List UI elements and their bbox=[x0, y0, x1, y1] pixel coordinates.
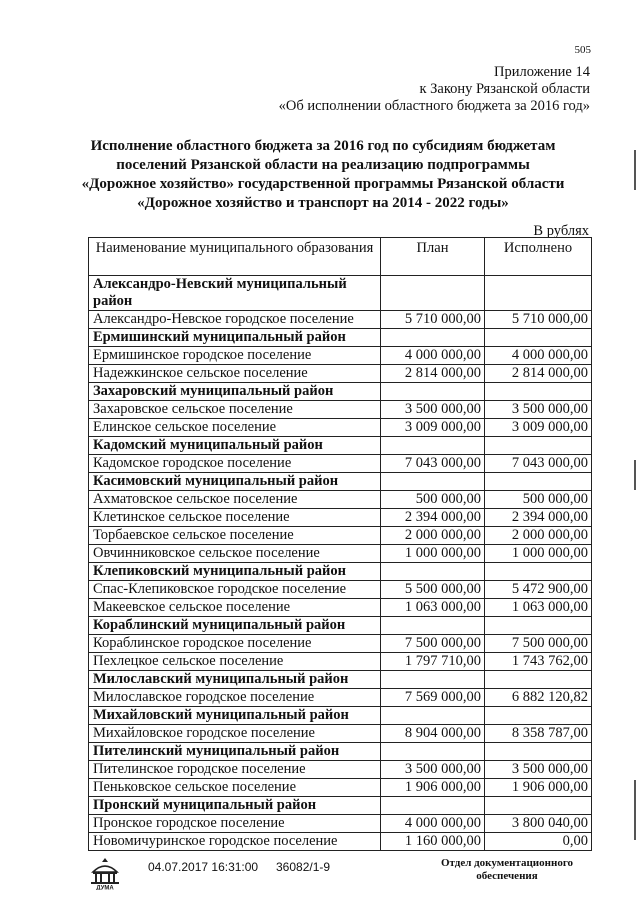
row-done-cell: 8 358 787,00 bbox=[485, 725, 592, 743]
row-name-cell: Макеевское сельское поселение bbox=[89, 599, 381, 617]
row-plan-cell: 2 000 000,00 bbox=[381, 527, 485, 545]
row-done-cell: 3 009 000,00 bbox=[485, 419, 592, 437]
table-row bbox=[89, 599, 592, 617]
row-name-cell: Захаровский муниципальный район bbox=[89, 383, 381, 401]
row-done-cell: 4 000 000,00 bbox=[485, 347, 592, 365]
row-done-cell bbox=[485, 707, 592, 725]
row-name-cell: Пронское городское поселение bbox=[89, 815, 381, 833]
row-plan-cell: 4 000 000,00 bbox=[381, 347, 485, 365]
appendix-line-3: «Об исполнении областного бюджета за 2016 год» bbox=[278, 98, 590, 114]
row-plan-cell bbox=[381, 671, 485, 689]
table-row bbox=[89, 401, 592, 419]
budget-table bbox=[88, 237, 592, 851]
row-plan-cell bbox=[381, 563, 485, 581]
row-name-cell: Пронский муниципальный район bbox=[89, 797, 381, 815]
district-row bbox=[89, 437, 592, 455]
row-name-cell: Милославское городское поселение bbox=[89, 689, 381, 707]
table-row bbox=[89, 365, 592, 383]
row-name-cell: Милославский муниципальный район bbox=[89, 671, 381, 689]
page-number: 505 bbox=[574, 44, 591, 56]
appendix-line-2: к Закону Рязанской области bbox=[419, 81, 590, 97]
appendix-block bbox=[279, 64, 590, 115]
row-name-cell: Пителинское городское поселение bbox=[89, 761, 381, 779]
table-row bbox=[89, 689, 592, 707]
district-row bbox=[89, 563, 592, 581]
scan-edge-mark bbox=[634, 150, 636, 190]
table-row bbox=[89, 419, 592, 437]
row-done-cell: 1 906 000,00 bbox=[485, 779, 592, 797]
table-row bbox=[89, 833, 592, 851]
row-plan-cell bbox=[381, 329, 485, 347]
row-name-cell: Торбаевское сельское поселение bbox=[89, 527, 381, 545]
row-name-cell: Ахматовское сельское поселение bbox=[89, 491, 381, 509]
row-done-cell: 3 500 000,00 bbox=[485, 401, 592, 419]
row-name-cell: Клепиковский муниципальный район bbox=[89, 563, 381, 581]
row-done-cell: 6 882 120,82 bbox=[485, 689, 592, 707]
row-done-cell bbox=[485, 617, 592, 635]
district-row bbox=[89, 276, 592, 311]
district-row bbox=[89, 383, 592, 401]
row-name-cell: Новомичуринское городское поселение bbox=[89, 833, 381, 851]
row-done-cell bbox=[485, 276, 592, 311]
footer-datetime: 04.07.2017 16:31:00 bbox=[148, 860, 259, 874]
table-row bbox=[89, 581, 592, 599]
row-plan-cell: 4 000 000,00 bbox=[381, 815, 485, 833]
row-plan-cell: 500 000,00 bbox=[381, 491, 485, 509]
table-row bbox=[89, 779, 592, 797]
appendix-line-1: Приложение 14 bbox=[494, 64, 590, 80]
table-row bbox=[89, 725, 592, 743]
row-name-cell: Ермишинский муниципальный район bbox=[89, 329, 381, 347]
row-plan-cell: 3 500 000,00 bbox=[381, 761, 485, 779]
row-plan-cell: 3 009 000,00 bbox=[381, 419, 485, 437]
row-name-cell: Ермишинское городское поселение bbox=[89, 347, 381, 365]
row-plan-cell bbox=[381, 473, 485, 491]
row-done-cell bbox=[485, 383, 592, 401]
row-done-cell: 500 000,00 bbox=[485, 491, 592, 509]
row-plan-cell: 3 500 000,00 bbox=[381, 401, 485, 419]
row-plan-cell: 7 500 000,00 bbox=[381, 635, 485, 653]
row-name-cell: Кораблинское городское поселение bbox=[89, 635, 381, 653]
row-name-cell: Кадомский муниципальный район bbox=[89, 437, 381, 455]
row-name-cell: Кораблинский муниципальный район bbox=[89, 617, 381, 635]
row-done-cell: 2 814 000,00 bbox=[485, 365, 592, 383]
row-name-cell: Захаровское сельское поселение bbox=[89, 401, 381, 419]
row-done-cell: 1 063 000,00 bbox=[485, 599, 592, 617]
row-plan-cell: 2 394 000,00 bbox=[381, 509, 485, 527]
row-plan-cell: 1 797 710,00 bbox=[381, 653, 485, 671]
row-name-cell: Пеньковское сельское поселение bbox=[89, 779, 381, 797]
district-row bbox=[89, 329, 592, 347]
table-row bbox=[89, 311, 592, 329]
duma-logo-icon bbox=[87, 856, 123, 890]
district-row bbox=[89, 671, 592, 689]
table-row bbox=[89, 761, 592, 779]
row-done-cell: 3 500 000,00 bbox=[485, 761, 592, 779]
table-row bbox=[89, 545, 592, 563]
row-name-cell: Клетинское сельское поселение bbox=[89, 509, 381, 527]
row-done-cell: 1 000 000,00 bbox=[485, 545, 592, 563]
district-row bbox=[89, 473, 592, 491]
scan-edge-mark bbox=[634, 780, 636, 840]
table-row bbox=[89, 635, 592, 653]
row-name-cell: Надежкинское сельское поселение bbox=[89, 365, 381, 383]
row-name-cell: Кадомское городское поселение bbox=[89, 455, 381, 473]
row-plan-cell: 1 160 000,00 bbox=[381, 833, 485, 851]
row-plan-cell: 5 500 000,00 bbox=[381, 581, 485, 599]
footer bbox=[0, 853, 640, 893]
row-plan-cell bbox=[381, 743, 485, 761]
row-done-cell bbox=[485, 473, 592, 491]
table-row bbox=[89, 455, 592, 473]
row-plan-cell: 8 904 000,00 bbox=[381, 725, 485, 743]
row-done-cell: 5 472 900,00 bbox=[485, 581, 592, 599]
header-name: Наименование муниципального образования bbox=[89, 238, 381, 276]
row-name-cell: Михайловское городское поселение bbox=[89, 725, 381, 743]
header-done: Исполнено bbox=[485, 238, 592, 276]
row-plan-cell: 5 710 000,00 bbox=[381, 311, 485, 329]
row-done-cell: 7 500 000,00 bbox=[485, 635, 592, 653]
footer-doc-code: 36082/1-9 bbox=[276, 860, 331, 874]
logo-text: ДУМА bbox=[96, 885, 114, 890]
row-done-cell bbox=[485, 797, 592, 815]
row-plan-cell: 1 906 000,00 bbox=[381, 779, 485, 797]
row-done-cell: 7 043 000,00 bbox=[485, 455, 592, 473]
table-row bbox=[89, 491, 592, 509]
row-name-cell: Пителинский муниципальный район bbox=[89, 743, 381, 761]
footer-department: Отдел документационного обеспечения bbox=[440, 857, 574, 882]
row-name-cell: Овчинниковское сельское поселение bbox=[89, 545, 381, 563]
row-done-cell: 1 743 762,00 bbox=[485, 653, 592, 671]
row-done-cell: 2 394 000,00 bbox=[485, 509, 592, 527]
document-title: Исполнение областного бюджета за 2016 год по субсидиям бюджетам поселений Рязанской области на реализацию подпрограммы «Дорожное хозяйство» государственной программы Рязанской области «Дорожное хозяйство и транспорт на 2014 - 2022 годы» bbox=[81, 138, 565, 211]
district-row bbox=[89, 707, 592, 725]
row-plan-cell: 2 814 000,00 bbox=[381, 365, 485, 383]
row-plan-cell bbox=[381, 707, 485, 725]
table-row bbox=[89, 527, 592, 545]
table-row bbox=[89, 509, 592, 527]
table-row bbox=[89, 815, 592, 833]
row-name-cell: Михайловский муниципальный район bbox=[89, 707, 381, 725]
header-plan: План bbox=[381, 238, 485, 276]
row-plan-cell: 1 063 000,00 bbox=[381, 599, 485, 617]
row-name-cell: Касимовский муниципальный район bbox=[89, 473, 381, 491]
row-name-cell: Александро-Невское городское поселение bbox=[89, 311, 381, 329]
table-header-row bbox=[89, 238, 592, 276]
units-label: В рублях bbox=[533, 223, 589, 239]
row-name-cell: Елинское сельское поселение bbox=[89, 419, 381, 437]
table-row bbox=[89, 347, 592, 365]
row-done-cell: 0,00 bbox=[485, 833, 592, 851]
table-row bbox=[89, 653, 592, 671]
district-row bbox=[89, 743, 592, 761]
row-plan-cell bbox=[381, 437, 485, 455]
row-name-cell: Пехлецкое сельское поселение bbox=[89, 653, 381, 671]
district-row bbox=[89, 617, 592, 635]
row-done-cell: 2 000 000,00 bbox=[485, 527, 592, 545]
table-body bbox=[89, 276, 592, 851]
district-row bbox=[89, 797, 592, 815]
row-plan-cell bbox=[381, 797, 485, 815]
row-plan-cell: 1 000 000,00 bbox=[381, 545, 485, 563]
row-plan-cell: 7 043 000,00 bbox=[381, 455, 485, 473]
row-done-cell bbox=[485, 743, 592, 761]
row-plan-cell bbox=[381, 276, 485, 311]
row-done-cell: 5 710 000,00 bbox=[485, 311, 592, 329]
row-plan-cell: 7 569 000,00 bbox=[381, 689, 485, 707]
scan-edge-mark bbox=[634, 460, 636, 490]
row-name-cell: Александро-Невский муниципальный район bbox=[89, 276, 381, 311]
row-done-cell: 3 800 040,00 bbox=[485, 815, 592, 833]
row-done-cell bbox=[485, 329, 592, 347]
row-plan-cell bbox=[381, 617, 485, 635]
row-done-cell bbox=[485, 437, 592, 455]
row-done-cell bbox=[485, 563, 592, 581]
row-plan-cell bbox=[381, 383, 485, 401]
row-done-cell bbox=[485, 671, 592, 689]
row-name-cell: Спас-Клепиковское городское поселение bbox=[89, 581, 381, 599]
